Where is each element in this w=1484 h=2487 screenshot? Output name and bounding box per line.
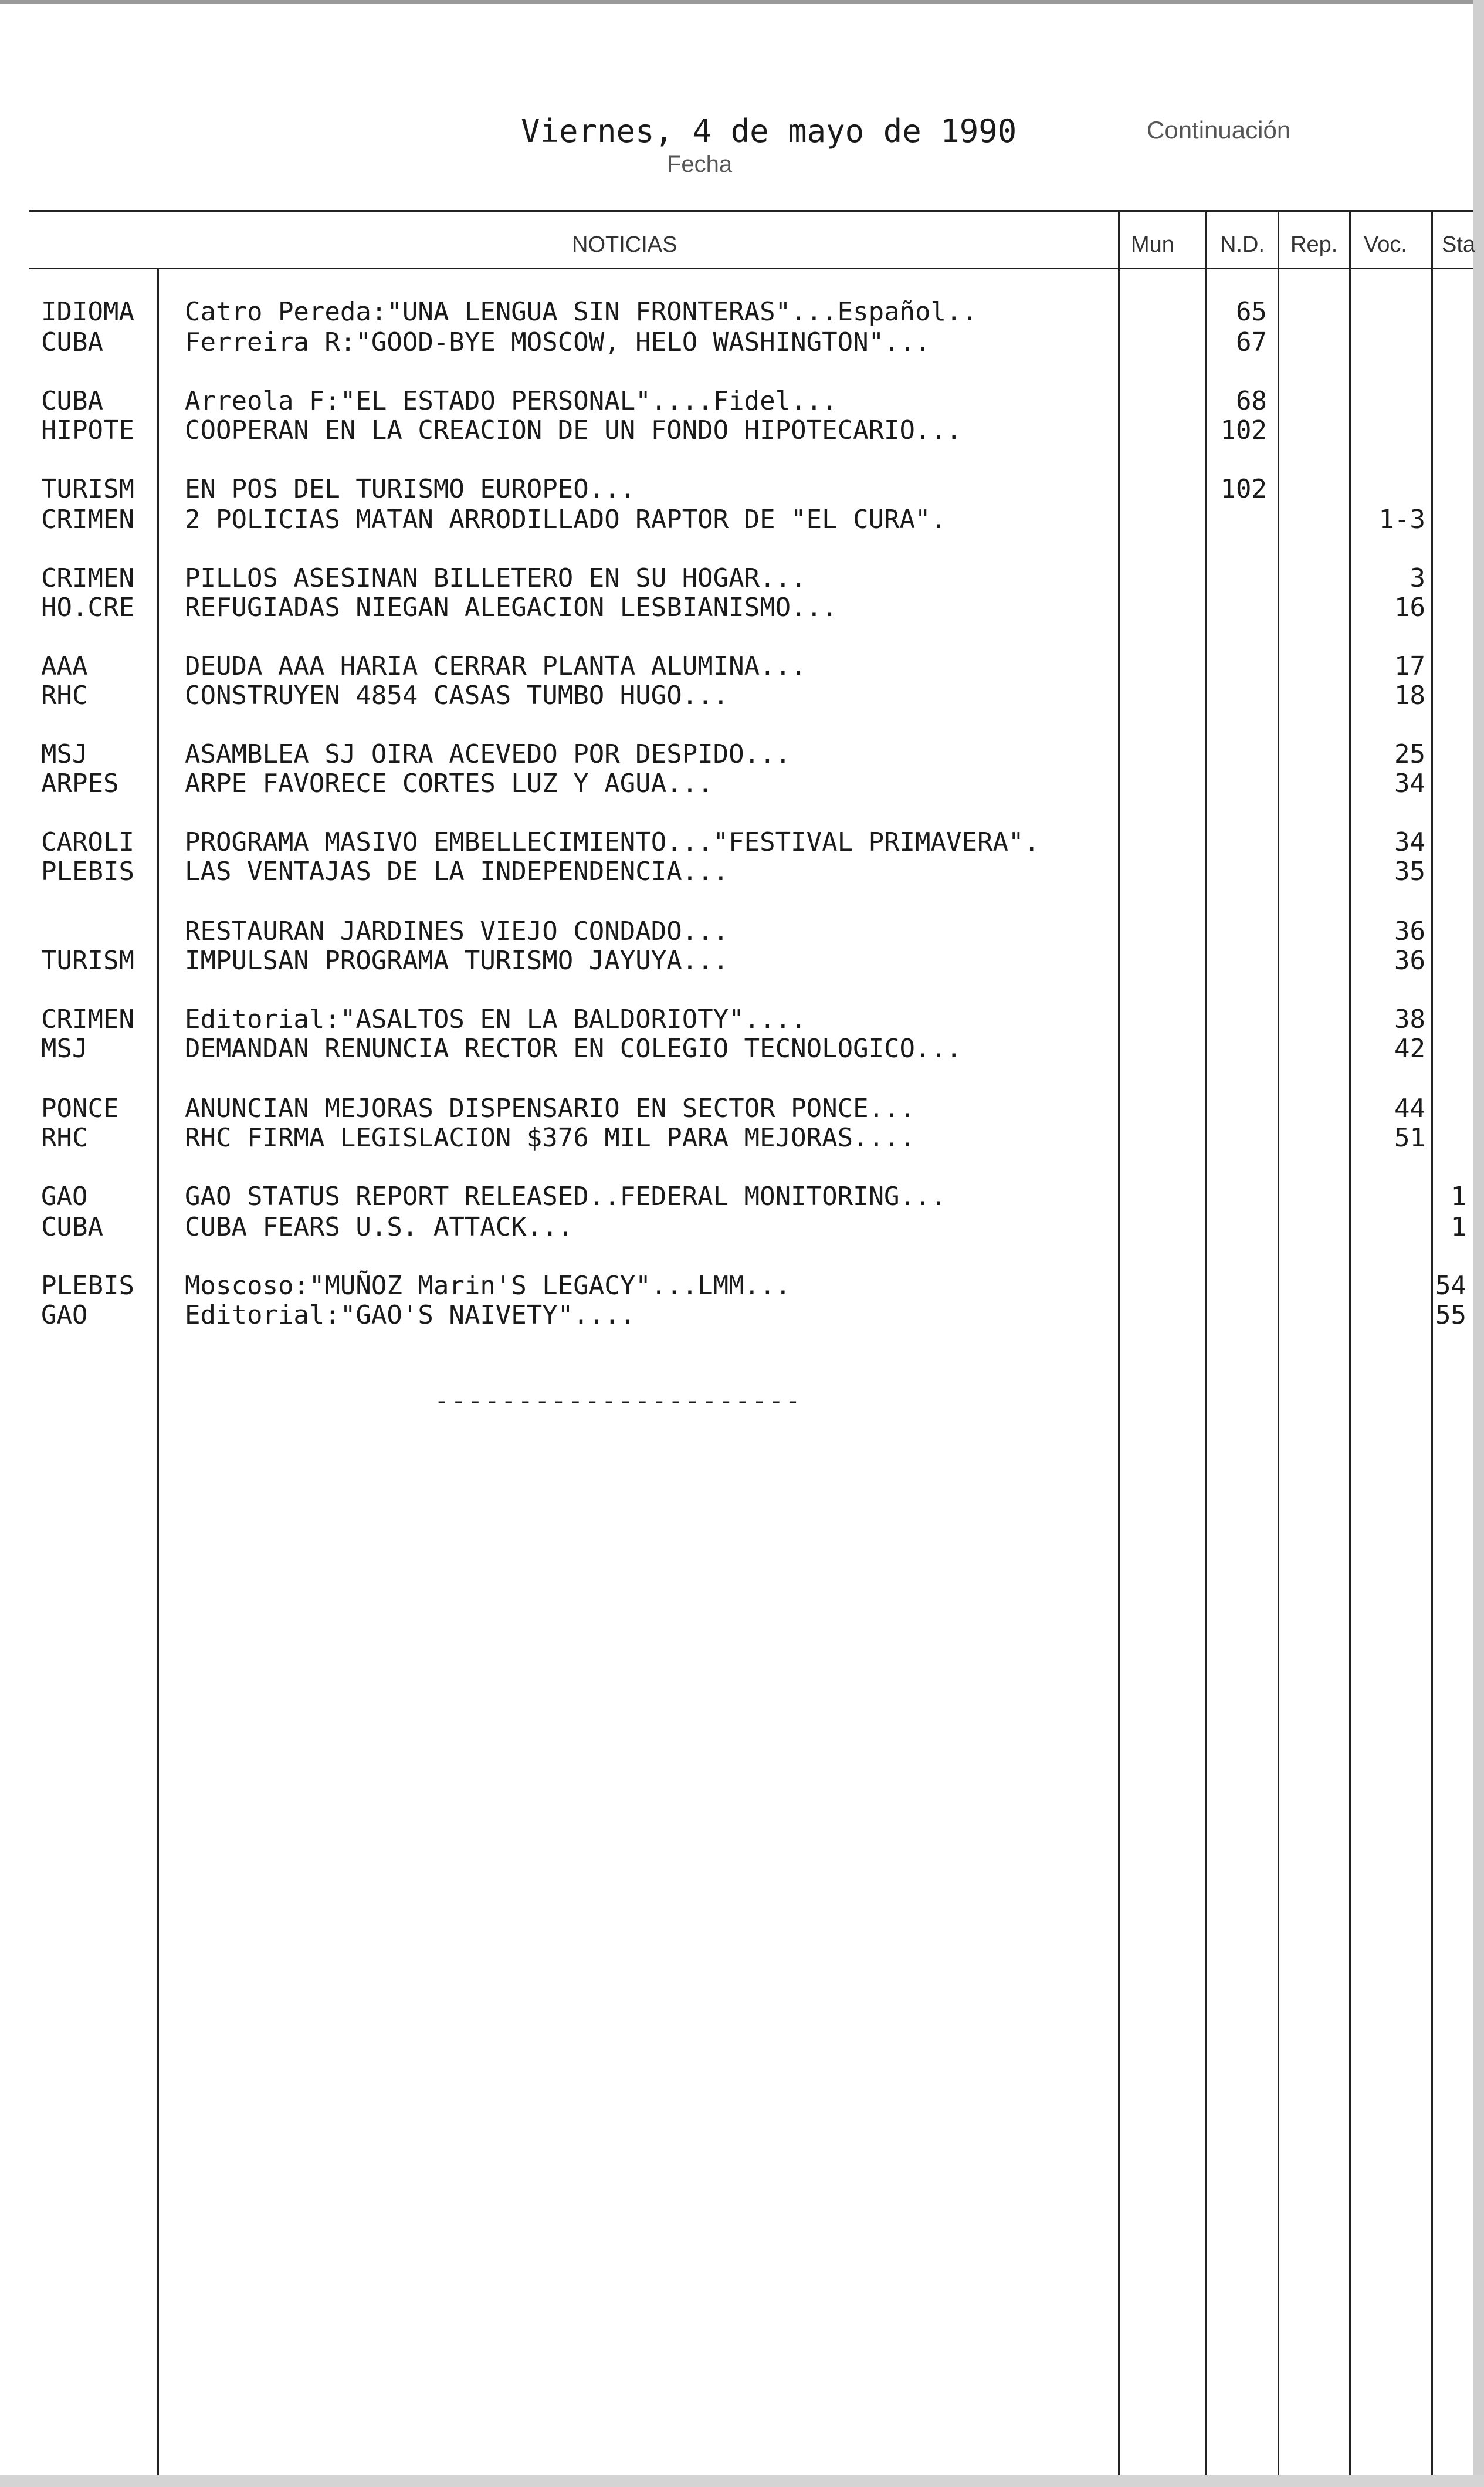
row-headline: Arreola F:"EL ESTADO PERSONAL"....Fidel... (185, 386, 838, 416)
row-nd-page: 68 (1236, 386, 1267, 416)
column-header-voc: Voc. (1364, 232, 1407, 257)
row-headline: Editorial:"GAO'S NAIVETY".... (185, 1300, 636, 1330)
row-headline: PILLOS ASESINAN BILLETERO EN SU HOGAR... (185, 563, 807, 593)
row-sta-page: 1 (1451, 1212, 1466, 1242)
row-headline: REFUGIADAS NIEGAN ALEGACION LESBIANISMO... (185, 593, 838, 622)
end-rule: ---------------------- (434, 1386, 802, 1416)
rep-column-divider (1278, 210, 1279, 2475)
row-voc-page: 34 (1394, 769, 1425, 798)
report-date: Viernes, 4 de mayo de 1990 (521, 113, 1017, 150)
row-voc-page: 18 (1394, 681, 1425, 710)
row-nd-page: 65 (1236, 297, 1267, 327)
table-top-rule (29, 210, 1473, 212)
row-headline: DEUDA AAA HARIA CERRAR PLANTA ALUMINA... (185, 651, 807, 681)
row-topic-code: GAO (41, 1182, 88, 1212)
row-topic-code: CAROLI (41, 827, 134, 857)
row-headline: ARPE FAVORECE CORTES LUZ Y AGUA... (185, 769, 713, 798)
row-headline: Catro Pereda:"UNA LENGUA SIN FRONTERAS"...Español.. (185, 297, 978, 327)
row-voc-page: 35 (1394, 857, 1425, 886)
row-voc-page: 25 (1394, 739, 1425, 769)
nd-column-divider (1205, 210, 1207, 2475)
row-topic-code: HIPOTE (41, 415, 134, 445)
row-headline: DEMANDAN RENUNCIA RECTOR EN COLEGIO TECNOLOGICO... (185, 1034, 962, 1064)
row-headline: Moscoso:"MUÑOZ Marin'S LEGACY"...LMM... (185, 1271, 791, 1301)
date-caption: Fecha (667, 151, 733, 177)
code-column-divider (157, 269, 159, 2475)
row-topic-code: MSJ (41, 739, 88, 769)
row-nd-page: 67 (1236, 327, 1267, 357)
row-topic-code: TURISM (41, 474, 134, 504)
column-header-nd: N.D. (1220, 232, 1265, 257)
row-voc-page: 42 (1394, 1034, 1425, 1064)
row-headline: RESTAURAN JARDINES VIEJO CONDADO... (185, 916, 729, 946)
row-topic-code: CUBA (41, 386, 103, 416)
row-topic-code: CUBA (41, 1212, 103, 1242)
row-nd-page: 102 (1220, 474, 1267, 504)
row-topic-code: RHC (41, 681, 88, 710)
continuation-label: Continuación (1147, 116, 1291, 144)
row-headline: ASAMBLEA SJ OIRA ACEVEDO POR DESPIDO... (185, 739, 791, 769)
row-topic-code: IDIOMA (41, 297, 134, 327)
column-header-news: NOTICIAS (572, 232, 677, 257)
row-topic-code: CRIMEN (41, 505, 134, 534)
row-voc-page: 16 (1394, 593, 1425, 622)
column-header-rep: Rep. (1290, 232, 1338, 257)
row-nd-page: 102 (1220, 415, 1267, 445)
row-topic-code: CUBA (41, 327, 103, 357)
row-topic-code: AAA (41, 651, 88, 681)
row-headline: COOPERAN EN LA CREACION DE UN FONDO HIPOTECARIO... (185, 415, 962, 445)
row-headline: Ferreira R:"GOOD-BYE MOSCOW, HELO WASHINGTON"... (185, 327, 931, 357)
row-topic-code: PLEBIS (41, 857, 134, 886)
row-voc-page: 34 (1394, 827, 1425, 857)
row-headline: CONSTRUYEN 4854 CASAS TUMBO HUGO... (185, 681, 729, 710)
voc-column-divider (1349, 210, 1351, 2475)
row-topic-code: PLEBIS (41, 1271, 134, 1301)
row-voc-page: 17 (1394, 651, 1425, 681)
scan-edge-bottom (0, 2475, 1484, 2487)
row-voc-page: 44 (1394, 1094, 1425, 1124)
row-sta-page: 54 (1435, 1271, 1466, 1301)
row-topic-code: ARPES (41, 769, 119, 798)
row-topic-code: HO.CRE (41, 593, 134, 622)
row-sta-page: 1 (1451, 1182, 1466, 1212)
row-topic-code: PONCE (41, 1094, 119, 1124)
mun-column-divider (1118, 210, 1120, 2475)
row-headline: RHC FIRMA LEGISLACION $376 MIL PARA MEJORAS.... (185, 1123, 916, 1153)
row-headline: Editorial:"ASALTOS EN LA BALDORIOTY".... (185, 1004, 807, 1034)
row-topic-code: TURISM (41, 946, 134, 976)
row-headline: LAS VENTAJAS DE LA INDEPENDENCIA... (185, 857, 729, 886)
row-headline: GAO STATUS REPORT RELEASED..FEDERAL MONITORING... (185, 1182, 947, 1212)
row-topic-code: CRIMEN (41, 1004, 134, 1034)
sta-column-divider (1431, 210, 1433, 2475)
row-headline: CUBA FEARS U.S. ATTACK... (185, 1212, 574, 1242)
header-bottom-rule (29, 268, 1473, 269)
row-voc-page: 3 (1410, 563, 1425, 593)
scan-edge-right (1473, 0, 1484, 2487)
column-header-sta: Sta (1442, 232, 1476, 257)
row-headline: ANUNCIAN MEJORAS DISPENSARIO EN SECTOR PONCE... (185, 1094, 916, 1124)
row-topic-code: MSJ (41, 1034, 88, 1064)
column-header-mun: Mun (1131, 232, 1174, 257)
row-headline: 2 POLICIAS MATAN ARRODILLADO RAPTOR DE "EL CURA". (185, 505, 947, 534)
row-headline: EN POS DEL TURISMO EUROPEO... (185, 474, 636, 504)
row-headline: IMPULSAN PROGRAMA TURISMO JAYUYA... (185, 946, 729, 976)
row-topic-code: RHC (41, 1123, 88, 1153)
row-topic-code: GAO (41, 1300, 88, 1330)
row-voc-page: 36 (1394, 946, 1425, 976)
top-border (0, 0, 1473, 4)
row-voc-page: 1-3 (1378, 505, 1425, 534)
row-sta-page: 55 (1435, 1300, 1466, 1330)
row-topic-code: CRIMEN (41, 563, 134, 593)
row-voc-page: 38 (1394, 1004, 1425, 1034)
row-voc-page: 36 (1394, 916, 1425, 946)
row-headline: PROGRAMA MASIVO EMBELLECIMIENTO..."FESTIVAL PRIMAVERA". (185, 827, 1039, 857)
row-voc-page: 51 (1394, 1123, 1425, 1153)
